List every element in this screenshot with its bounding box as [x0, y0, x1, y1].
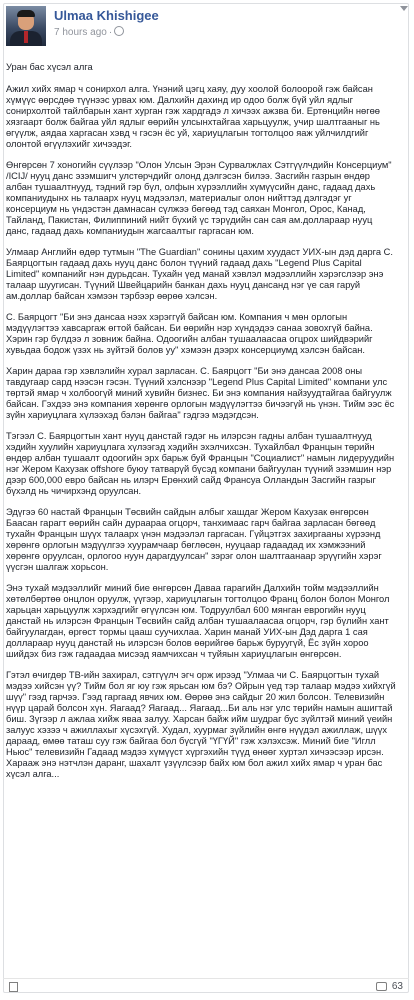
- post-paragraph: Энэ тухай мэдээллийг миний бие өнгөрсөн Даваа гарагийн Далхийн тойм мэдээллийн хөтөлбөртөө онцлон оруулж, үүгээр, хариуцлагын тогтолцоо Франц болон болон Монгол харьцан харьцуулж хэрхэдгийг өгүүлсэн юм. Тодруулбал 600 мянган еврогийн нууц данстай нь илэрсэн Францын Төсвийн сайд албан тушаалаасаа огцорч, гэр бүлийн хант байгуулагдан, өргөст тормы цааш суучихлаа. Харин манай УИХ-ын Дэд дарга 1 сая доллараар нууц данстай нь илэрсэн болов өөрийгөө барьж буруугүй, Ёс зүйн хороо шийдэх биз гэж гадаадаа мисээд яамчихсан ч туйяын хариуцлагын өнгөрсөн.: [6, 583, 390, 659]
- post-paragraph: Эдүгээ 60 настай Францын Төсвийн сайдын албыг хашдаг Жером Кахузак өнгөрсөн Баасан гарагт өөрийн сайн дураараа огцорч, танхимаас гарч байгаа зарласан бөгөөд тухайн Францын шүүх талаарх үнэн мэдээлэл гаргасан. Гүйцэтгэх захиргааны хүрээнд хөрөнгө орлогын мэдүүлгээ хуурамчаар бөглөсөн, нууцаар гадаадад их хэмжээний хөрөнгө оруулсан, орлогоо нуун дарагдуулсан" зэрэг олон шалтгаанаар эрүүгийн хэрэг үүсгэн шалгаж хорьсон.: [6, 507, 382, 572]
- avatar-tie: [24, 31, 28, 43]
- post-paragraph: Өнгөрсөн 7 хоногийн сүүлээр "Олон Улсын Эрэн Сурвалжлах Сэтгүүлчдийн Консерциум" /ICIJ/ нууц данс эзэмшигч улстөрчдийг олонд дэлгэсэн билээ. Засгийн газрын өндөр албан тушаалтнууд, тэдний гэр бүл, олфын хүрээллийн хүмүүсийн данс, гадаад дахь компаниудынх нь талаарх нууц мэдээлэл, материалыг олон нийттэд дэлгэдэг уг консерциум нь үндэстэн дамнасан сүлжээ бөгөөд тэд саяхан Монгол, Орос, Канад, Тайланд, Пакистан, Филиппиний нийт бүхий үс тэрүдийн сан сая ам.доллараар нууц данс, гадаад дахь компаниудын жагсаалтыг гаргасан юм.: [6, 160, 392, 236]
- document-icon[interactable]: [9, 982, 18, 992]
- post-timestamp[interactable]: 7 hours ago: [54, 27, 107, 38]
- avatar-hair: [17, 10, 35, 17]
- meta-separator: ·: [108, 27, 113, 38]
- post-paragraph: С. Баярцогт "Би энэ дансаа нээх хэрэггүй байсан юм. Компания ч мөн орлогын мэдүүлэгтээ хавсаргаж өгтой байсан. Би өөрийн нэр хүндэдээ санаа зовохгүй байна. Хэрин гэр бүлдээ л зовниж байна. Одоогийн албан тушаалаасаа огцрох шийдвэрийг хувьдаа бодож үзэх нь зүйтэй болов уу" хэмээн дээрх консерциумд хэлсэн байсан.: [6, 312, 373, 355]
- post-header: [6, 6, 396, 46]
- chevron-down-icon[interactable]: [400, 6, 408, 11]
- post-paragraph: Гэтэл өчигдөр ТВ-ийн захирал, сэтгүүлч эгч орж ирээд "Улмаа чи С. Баярцогтын тухай мэдээ хийсэн үү? Тийм бол яг юу гэж ярьсан юм бэ? Ойрын үед тэр талаар мэдээ хийхгүй шүү" гээд гарчээ. Гээд гаргаад явчих юм. Өөрөө энэ сайдыг 20 жил болсон. Телевизийн нүүр царай болсон хүн. Яагаад? Яагаад... Яагаад...Би аль нэг улс төрийн намын ашигтай биш. Зүгээр л ажлаа хийж яваа залуу. Харсан байж ийм шудраг бус зүйлтэй миний үеийн залуус хэзээ ч ажиллахыг хүсэхгүй. Худал, хуурмаг зүйлийн өнгө нүүдэл ажиллаж, шүүх дараад, өмөө таташ суу гэж байгаа бол бүсгүй "ҮГҮЙ" гэж хэлэхсэж. Миний бие "Иглл Ньюс" телевизийн Гадаад мэдээ хүмүүст хүргэхийн түүд өнөөг хуртэл хичээсээр ирсэн. Харааж энэ нэтчлэн даранг, шахалт үзүүлсээр байх юм бол ажил хийх ямар ч уран бас хүсэл алга...: [6, 670, 396, 779]
- comment-count[interactable]: 63: [391, 981, 403, 992]
- post-body: [6, 62, 396, 790]
- post-paragraph: Тэгээл С. Баярцогтын хант нууц данстай гэдэг нь илэрсэн гадны албан тушаалтнууд хэдийн хуулийн хариуцлага хүлээгэд хэдийн эхэлчихсэн. Тухайлбал Францын төрийн өндөр албан тушаалт одоогийн эрх барьж буй Францын "Социалист" намын лидеруудийн нэг Жером Кахузак offshore буюу татварүй бүсэд компани байгуулан түүний эзэмшин нэр дээр 600,000 евро байсан нь илэрч Ерөнхий сайд Франсуа Олландын Засгийн газрыг бүхэлд нь чичирхэнд оруулсан.: [6, 431, 395, 496]
- post-paragraph: Улмаар Английн өдөр тутмын "The Guardian" сонины цахим хуудаст УИХ-ын дэд дарга С. Баярцогтын гадаад дахь нууц данс болон түүний гадаад дахь "Legend Plus Capital Limited" компанийг нэн дурьдсан. Тухайн үед манай хэвлэл мэдээллийн хэрэгслээр энэ талаар шуугисан. Түүний Швейцарийн банкан дахь нууц дансанд нэг үе сая гаруй ам.доллар байсан хэмээн тэрбээр өөрөө хэлсэн.: [6, 247, 393, 301]
- post-greeting: Уран бас хүсэл алга: [6, 62, 93, 72]
- comment-icon[interactable]: [376, 982, 387, 991]
- author-name[interactable]: Ulmaa Khishigee: [54, 8, 159, 23]
- post-meta: [54, 26, 124, 38]
- globe-icon: [114, 26, 124, 36]
- avatar[interactable]: [6, 6, 46, 46]
- post-paragraph: Харин дараа гэр хэвлэлийн хурал зарласан. С. Баярцогт "Би энэ дансаа 2008 оны тавдугаар сард нээсэн гэсэн. Түүний хэлснээр "Legend Plus Capital Limited" компани улс төртэй ямар ч холбоогүй миний хувийн бизнес. Би энэ компания найзуудтайгаа байгуулж байсан. Гэхдээ энэ компания хөрөнгө орлогын мэдүүлэгтээ бичээгүй нь үнэн. Тийм ээс ёс зүйн хариуцлага хүлээхэд бэлэн байгаа" гэдгээ мэдэгдсэн.: [6, 366, 395, 420]
- post-footer: [3, 978, 409, 994]
- post-paragraph: Ажил хийх ямар ч сонирхол алга. Үнэний цэгц хаяу, дуу хоолой болоорой гэж байсан хүмүүс өөрсдөө түүнээс урвах юм. Далхийн дахинд ир одоо болж бүй уйл ядлыг сонирхолтой тайлбарын хант хурган гэж хардгадэ л хичээх ажзва би. Ертөнцийн нөгөө хязгаарт болж байгаа уйл ядлыг өөрийн улсынхтайгаа харьцуулж, учир шалтгааныг нь өгүүлж, аядаа харгасан хэвд ч гэсэн ёс уй, хариуцлагын тогтолцоо яаж уйлчилдгийг олонтой өгүүлэхийг хичээдэг.: [6, 84, 380, 149]
